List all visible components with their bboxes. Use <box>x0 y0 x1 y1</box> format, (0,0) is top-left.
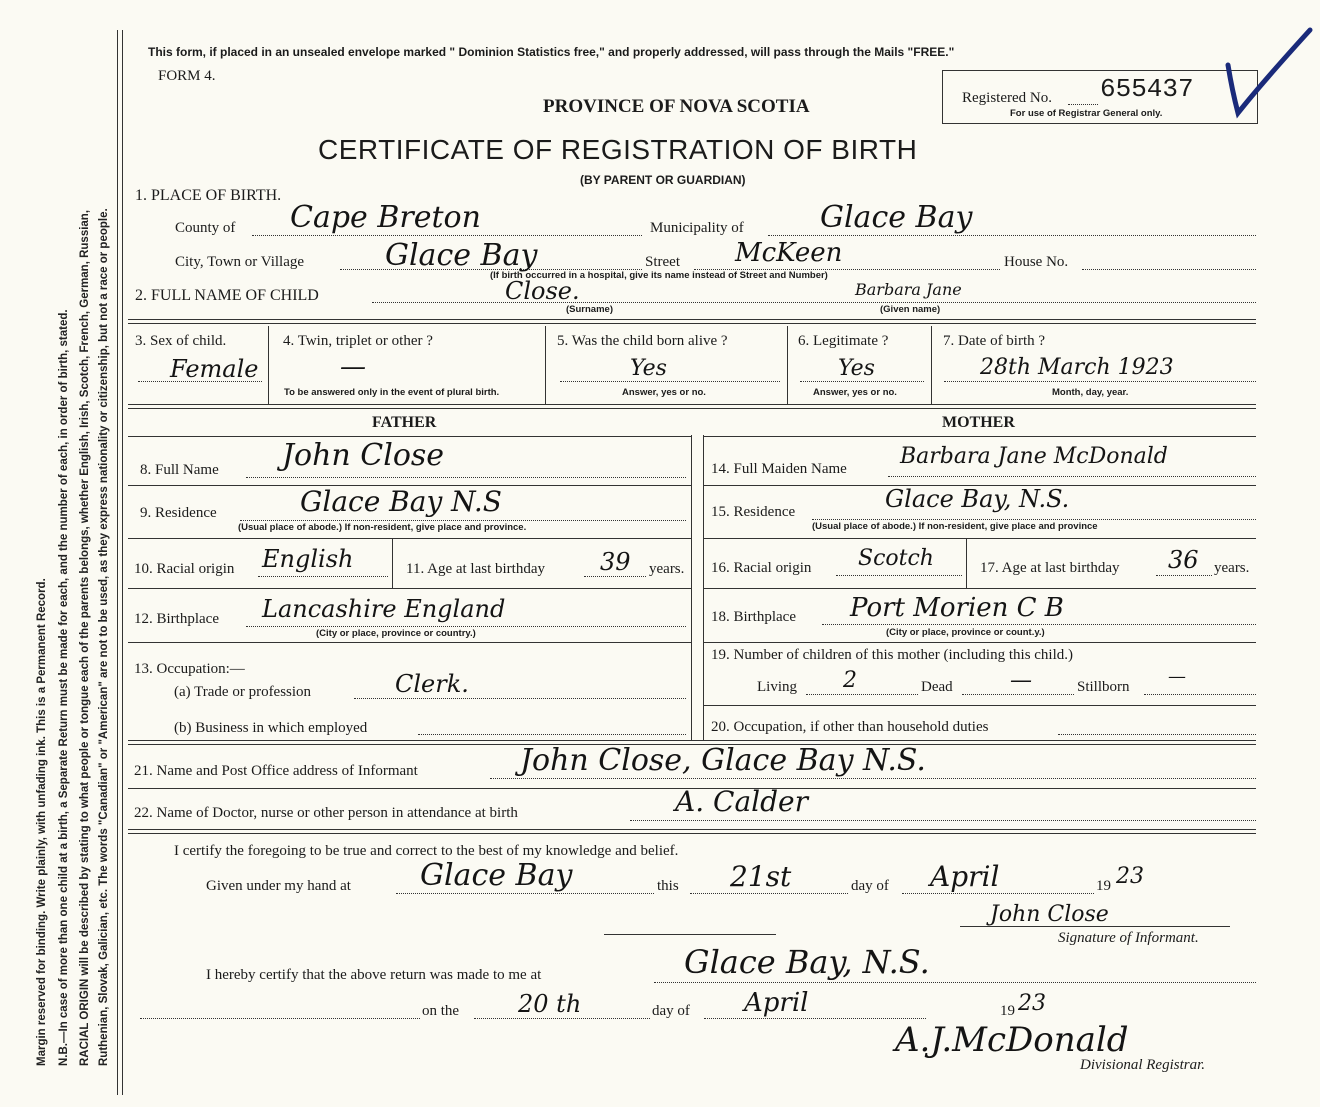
father-trade-value: Clerk. <box>395 670 469 698</box>
mother-racial-origin-label: 16. Racial origin <box>711 560 812 576</box>
informant-signature: John Close <box>990 902 1109 927</box>
margin-note-1: Margin reserved for binding. Write plainly, with unfading ink. This is a Permanent Record. <box>36 578 48 1066</box>
street-value: McKeen <box>735 238 843 268</box>
margin-rule <box>117 30 118 1095</box>
certificate-subtitle: (BY PARENT OR GUARDIAN) <box>580 173 746 187</box>
child-name-label: 2. FULL NAME OF CHILD <box>135 287 319 304</box>
margin-note-3: RACIAL ORIGIN will be described by stating to what people or tongue each of the parents belongs, whether English, Irish, Scotch, French, German, Russian, <box>79 209 91 1066</box>
registrar-signature: A.J.McDonald <box>895 1020 1129 1060</box>
living-value: 2 <box>843 668 857 693</box>
given-place-value: Glace Bay <box>420 858 573 893</box>
father-business-label: (b) Business in which employed <box>174 720 368 736</box>
doctor-value: A. Calder <box>675 785 808 818</box>
mother-heading: MOTHER <box>942 414 1015 431</box>
mother-occupation-label: 20. Occupation, if other than household duties <box>711 719 989 735</box>
county-label: County of <box>175 220 236 236</box>
sex-value: Female <box>170 355 259 383</box>
registrar-statement: I hereby certify that the above return was made to me at <box>206 967 542 983</box>
stillborn-label: Stillborn <box>1077 679 1130 695</box>
mother-residence-value: Glace Bay, N.S. <box>885 485 1070 513</box>
mail-notice: This form, if placed in an unsealed envelope marked " Dominion Statistics free," and properly addressed, will pass through the Mails "FREE." <box>148 45 955 59</box>
mother-age-label: 17. Age at last birthday <box>980 560 1120 576</box>
legitimate-value: Yes <box>838 356 875 381</box>
living-label: Living <box>757 679 797 695</box>
mother-residence-caption: (Usual place of abode.) If non-resident, give place and province <box>812 521 1098 532</box>
hospital-note: (If birth occurred in a hospital, give its name instead of Street and Number) <box>490 270 828 281</box>
date-of-birth-caption: Month, day, year. <box>1052 387 1129 398</box>
given-year-value: 23 <box>1116 864 1144 889</box>
born-alive-value: Yes <box>630 356 667 381</box>
registrar-month-value: April <box>744 988 809 1018</box>
date-of-birth-label: 7. Date of birth ? <box>943 333 1046 349</box>
father-age-years: years. <box>649 561 685 577</box>
registered-number-label: Registered No. <box>962 90 1052 106</box>
date-of-birth-value: 28th March 1923 <box>980 355 1174 380</box>
city-label: City, Town or Village <box>175 254 305 270</box>
registrar-signature-caption: Divisional Registrar. <box>1080 1057 1206 1073</box>
check-mark-icon <box>1220 25 1315 125</box>
twin-label: 4. Twin, triplet or other ? <box>283 333 433 349</box>
father-occupation-label: 13. Occupation:— <box>134 661 245 677</box>
father-name-label: 8. Full Name <box>140 462 219 478</box>
legitimate-caption: Answer, yes or no. <box>813 387 897 398</box>
father-residence-label: 9. Residence <box>140 505 217 521</box>
father-racial-origin-value: English <box>262 545 354 573</box>
father-birthplace-caption: (City or place, province or country.) <box>316 628 476 639</box>
county-value: Cape Breton <box>290 200 481 235</box>
father-age-value: 39 <box>600 548 631 576</box>
mother-age-years: years. <box>1214 560 1250 576</box>
this-label: this <box>657 878 679 894</box>
father-racial-origin-label: 10. Racial origin <box>134 561 235 577</box>
informant-signature-caption: Signature of Informant. <box>1058 930 1199 946</box>
doctor-label: 22. Name of Doctor, nurse or other person in attendance at birth <box>134 805 518 821</box>
mother-residence-label: 15. Residence <box>711 504 796 520</box>
registered-number: 655437 <box>1100 74 1194 104</box>
registrar-year-value: 23 <box>1018 991 1046 1016</box>
father-birthplace-label: 12. Birthplace <box>134 611 219 627</box>
father-heading: FATHER <box>372 414 437 431</box>
child-given-name: Barbara Jane <box>855 280 962 299</box>
margin-note-2: N.B.—In case of more than one child at a birth, a Separate Return must be made for each, and the number of each, in order of birth, stated. <box>58 309 70 1066</box>
twin-caption: To be answered only in the event of plural birth. <box>284 387 500 398</box>
father-trade-label: (a) Trade or profession <box>174 684 312 700</box>
registrar-year-prefix: 19 <box>1000 1003 1015 1019</box>
place-of-birth-heading: 1. PLACE OF BIRTH. <box>135 187 282 204</box>
mother-birthplace-label: 18. Birthplace <box>711 609 796 625</box>
registrar-day-of-label: day of <box>652 1003 690 1019</box>
father-residence-caption: (Usual place of abode.) If non-resident, give place and province. <box>238 522 527 533</box>
given-year-prefix: 19 <box>1096 878 1111 894</box>
registrar-note: For use of Registrar General only. <box>1010 108 1163 119</box>
given-day-value: 21st <box>730 860 792 893</box>
municipality-label: Municipality of <box>650 220 744 236</box>
certificate-title: CERTIFICATE OF REGISTRATION OF BIRTH <box>318 134 918 165</box>
city-value: Glace Bay <box>385 238 538 273</box>
given-day-of-label: day of <box>851 878 889 894</box>
child-surname: Close. <box>505 277 580 305</box>
municipality-value: Glace Bay <box>820 200 973 235</box>
informant-label: 21. Name and Post Office address of Informant <box>134 763 418 779</box>
father-age-label: 11. Age at last birthday <box>406 561 545 577</box>
informant-value: John Close, Glace Bay N.S. <box>520 743 926 778</box>
registrar-day-value: 20 th <box>518 990 582 1018</box>
mother-racial-origin-value: Scotch <box>858 546 934 571</box>
mother-birthplace-value: Port Morien C B <box>850 593 1064 623</box>
street-label: Street <box>645 254 680 270</box>
dead-value: — <box>1010 668 1032 693</box>
mother-name-value: Barbara Jane McDonald <box>900 444 1168 469</box>
margin-rule-inner <box>122 30 123 1095</box>
given-name-caption: (Given name) <box>880 304 941 315</box>
dead-label: Dead <box>921 679 953 695</box>
born-alive-caption: Answer, yes or no. <box>622 387 706 398</box>
given-under-hand-label: Given under my hand at <box>206 878 351 894</box>
form-number: FORM 4. <box>158 68 216 84</box>
certify-statement: I certify the foregoing to be true and correct to the best of my knowledge and belief. <box>174 843 679 859</box>
surname-caption: (Surname) <box>566 304 613 315</box>
mother-birthplace-caption: (City or place, province or count.y.) <box>886 627 1045 638</box>
stillborn-value: — <box>1168 666 1186 687</box>
mother-age-value: 36 <box>1168 546 1199 574</box>
born-alive-label: 5. Was the child born alive ? <box>557 333 728 349</box>
province-title: PROVINCE OF NOVA SCOTIA <box>543 96 810 117</box>
registrar-place-value: Glace Bay, N.S. <box>684 943 930 981</box>
given-month-value: April <box>930 860 1000 893</box>
father-birthplace-value: Lancashire England <box>262 595 506 623</box>
mother-name-label: 14. Full Maiden Name <box>711 461 847 477</box>
father-name-value: John Close <box>282 438 445 473</box>
margin-note-4: Ruthenian, Slovak, Galician, etc. The words "Canadian" or "American" are not to be used, as they express nationality or citizenship, but not a race or people. <box>98 208 110 1066</box>
legitimate-label: 6. Legitimate ? <box>798 333 889 349</box>
father-residence-value: Glace Bay N.S <box>300 485 502 518</box>
sex-label: 3. Sex of child. <box>135 333 227 349</box>
house-number-label: House No. <box>1004 254 1069 270</box>
twin-value: — <box>340 352 366 382</box>
children-count-label: 19. Number of children of this mother (including this child.) <box>711 647 1074 663</box>
registrar-on-label: on the <box>422 1003 460 1019</box>
